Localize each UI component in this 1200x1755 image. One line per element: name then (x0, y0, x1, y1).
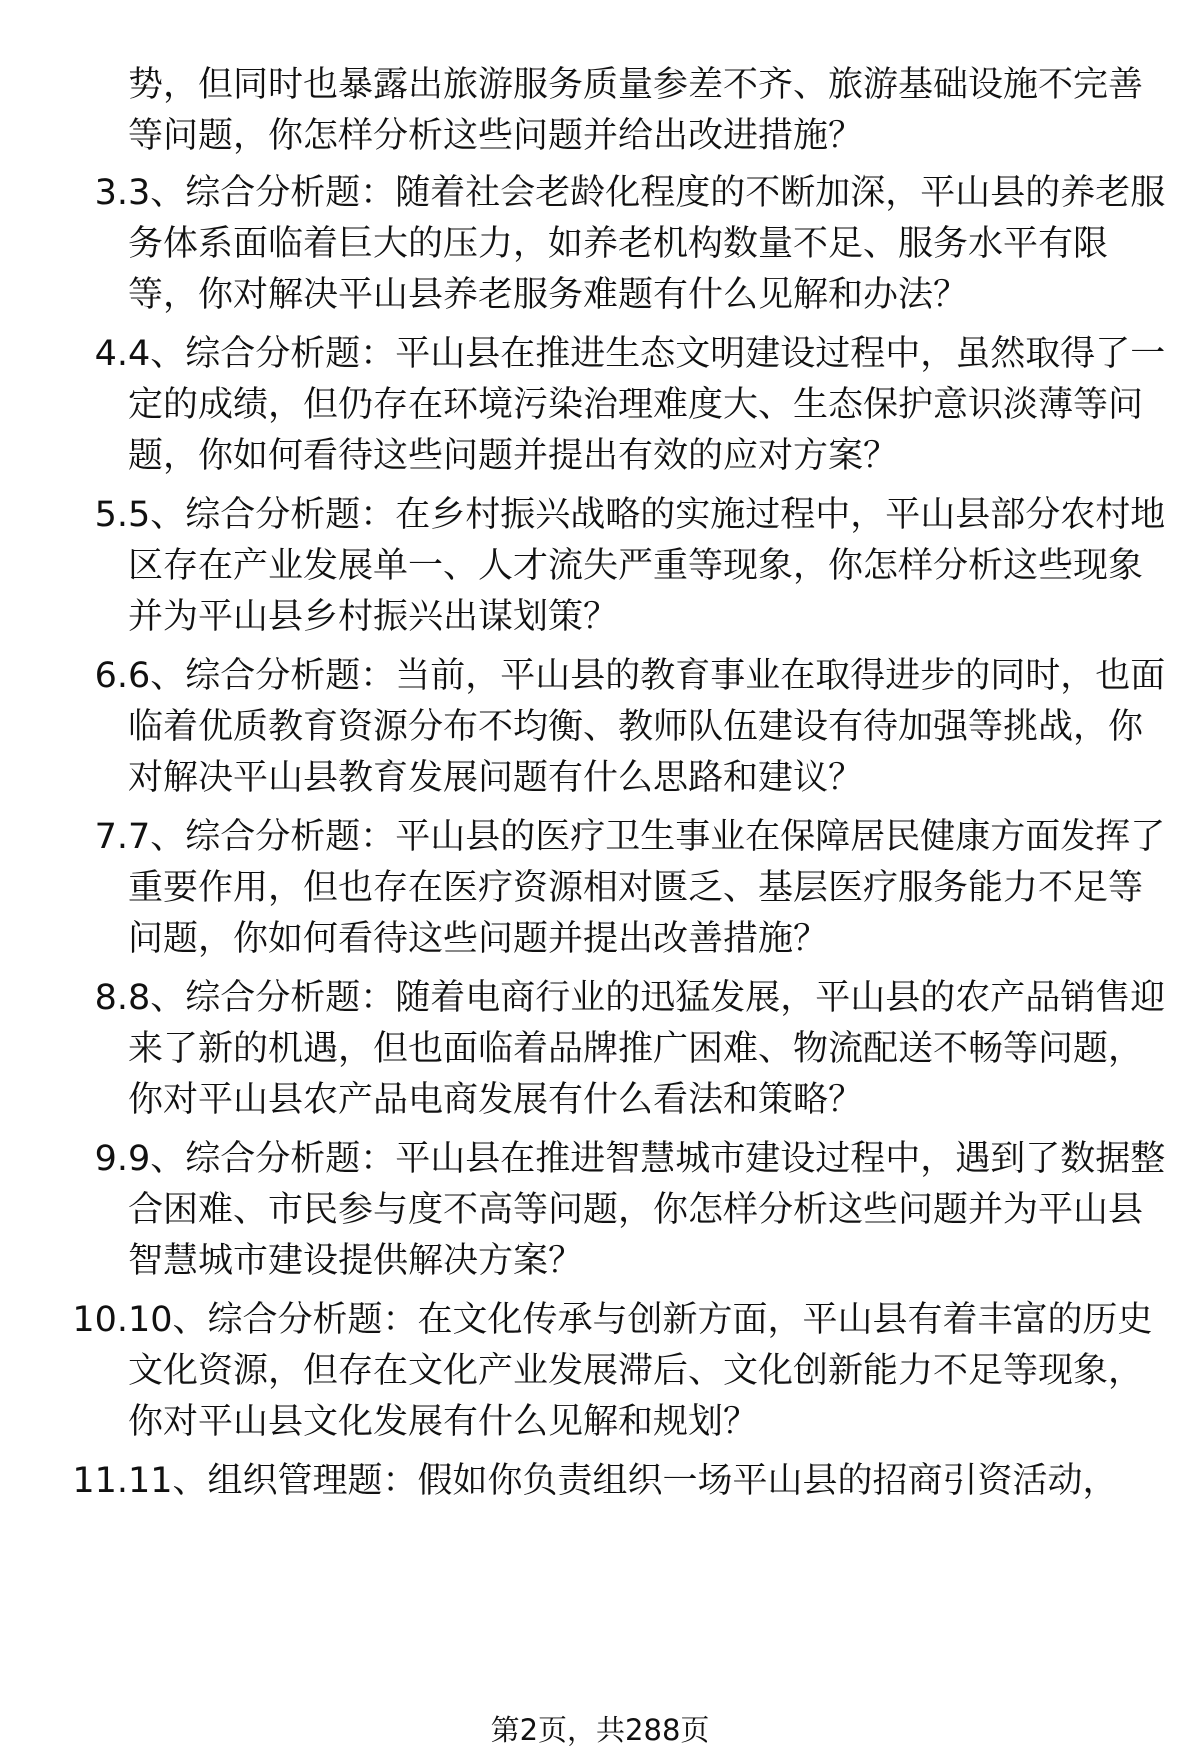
item-number: 10. (72, 1300, 128, 1340)
item-number: 5. (94, 495, 128, 535)
item-text: 7、综合分析题：平山县的医疗卫生事业在保障居民健康方面发挥了重要作用，但也存在医疗资源相对匮乏、基层医疗服务能力不足等问题，你如何看待这些问题并提出改善措施？ (128, 817, 1166, 959)
item-text: 10、综合分析题：在文化传承与创新方面，平山县有着丰富的历史文化资源，但存在文化产业发展滞后、文化创新能力不足等现象，你对平山县文化发展有什么见解和规划？ (128, 1300, 1153, 1442)
carryover-paragraph: 势，但同时也暴露出旅游服务质量参差不齐、旅游基础设施不完善等问题，你怎样分析这些问题并给出改进措施？ (128, 65, 1144, 156)
item-number: 11. (72, 1461, 128, 1501)
item-text: 9、综合分析题：平山县在推进智慧城市建设过程中，遇到了数据整合困难、市民参与度不高等问题，你怎样分析这些问题并为平山县智慧城市建设提供解决方案？ (128, 1139, 1166, 1281)
item-text: 6、综合分析题：当前，平山县的教育事业在取得进步的同时，也面临着优质教育资源分布不均衡、教师队伍建设有待加强等挑战，你对解决平山县教育发展问题有什么思路和建议？ (128, 656, 1166, 798)
item-text: 5、综合分析题：在乡村振兴战略的实施过程中，平山县部分农村地区存在产业发展单一、人才流失严重等现象，你怎样分析这些现象并为平山县乡村振兴出谋划策？ (128, 495, 1166, 637)
item-text: 8、综合分析题：随着电商行业的迅猛发展，平山县的农产品销售迎来了新的机遇，但也面临着品牌推广困难、物流配送不畅等问题，你对平山县农产品电商发展有什么看法和策略？ (128, 978, 1166, 1120)
item-text: 4、综合分析题：平山县在推进生态文明建设过程中，虽然取得了一定的成绩，但仍存在环境污染治理难度大、生态保护意识淡薄等问题，你如何看待这些问题并提出有效的应对方案？ (128, 334, 1166, 476)
item-number: 6. (94, 656, 128, 696)
item-number: 7. (94, 817, 128, 857)
item-text: 11、组织管理题：假如你负责组织一场平山县的招商引资活动， (128, 1461, 1118, 1501)
item-text: 3、综合分析题：随着社会老龄化程度的不断加深，平山县的养老服务体系面临着巨大的压力，如养老机构数量不足、服务水平有限等，你对解决平山县养老服务难题有什么见解和办法？ (128, 173, 1166, 315)
item-number: 8. (94, 978, 128, 1018)
page-footer: 第2页，共288页 (490, 1713, 710, 1747)
item-number: 4. (94, 334, 128, 374)
item-number: 9. (94, 1139, 128, 1179)
item-number: 3. (94, 173, 128, 213)
